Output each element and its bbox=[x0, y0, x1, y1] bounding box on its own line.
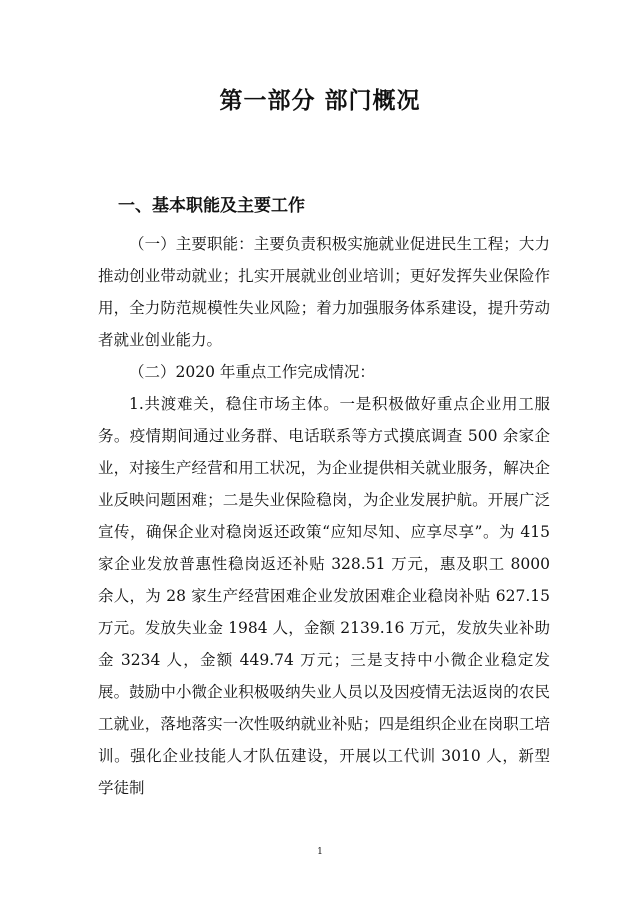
section-heading: 一、基本职能及主要工作 bbox=[118, 196, 305, 216]
page-number: 1 bbox=[317, 847, 323, 857]
paragraph-work-detail: 1.共渡难关，稳住市场主体。一是积极做好重点企业用工服务。疫情期间通过业务群、电话联系等方式摸底调查 500 余家企业，对接生产经营和用工状况，为企业提供相关就业服务，解决企业反映问题困难；二是失业保险稳岗，为企业发展护航。开展广泛宣传，确保企业对稳岗返还政策“应知尽知、应享尽享”。为 415 家企业发放普惠性稳岗返还补贴 328.51 万元，惠及职工 8000 余人，为 28 家生产经营困难企业发放困难企业稳岗补贴 627.15 万元。发放失业金 1984 人，金额 2139.16 万元，发放失业补助金 3234 人，金额 449.74 万元；三是支持中小微企业稳定发展。鼓励中小微企业积极吸纳失业人员以及因疫情无法返岗的农民工就业，落地落实一次性吸纳就业补贴；四是组织企业在岗职工培训。强化企业技能人才队伍建设，开展以工代训 3010 人，新型学徒制 bbox=[98, 395, 550, 797]
page-title: 第一部分 部门概况 bbox=[219, 88, 421, 114]
document-body bbox=[98, 228, 550, 804]
paragraph-main-duties: （一）主要职能：主要负责积极实施就业促进民生工程；大力推动创业带动就业；扎实开展就业创业培训；更好发挥失业保险作用，全力防范规模性失业风险；着力加强服务体系建设，提升劳动者就业创业能力。 bbox=[98, 235, 550, 349]
paragraph-work-heading: （二）2020 年重点工作完成情况： bbox=[129, 363, 375, 381]
